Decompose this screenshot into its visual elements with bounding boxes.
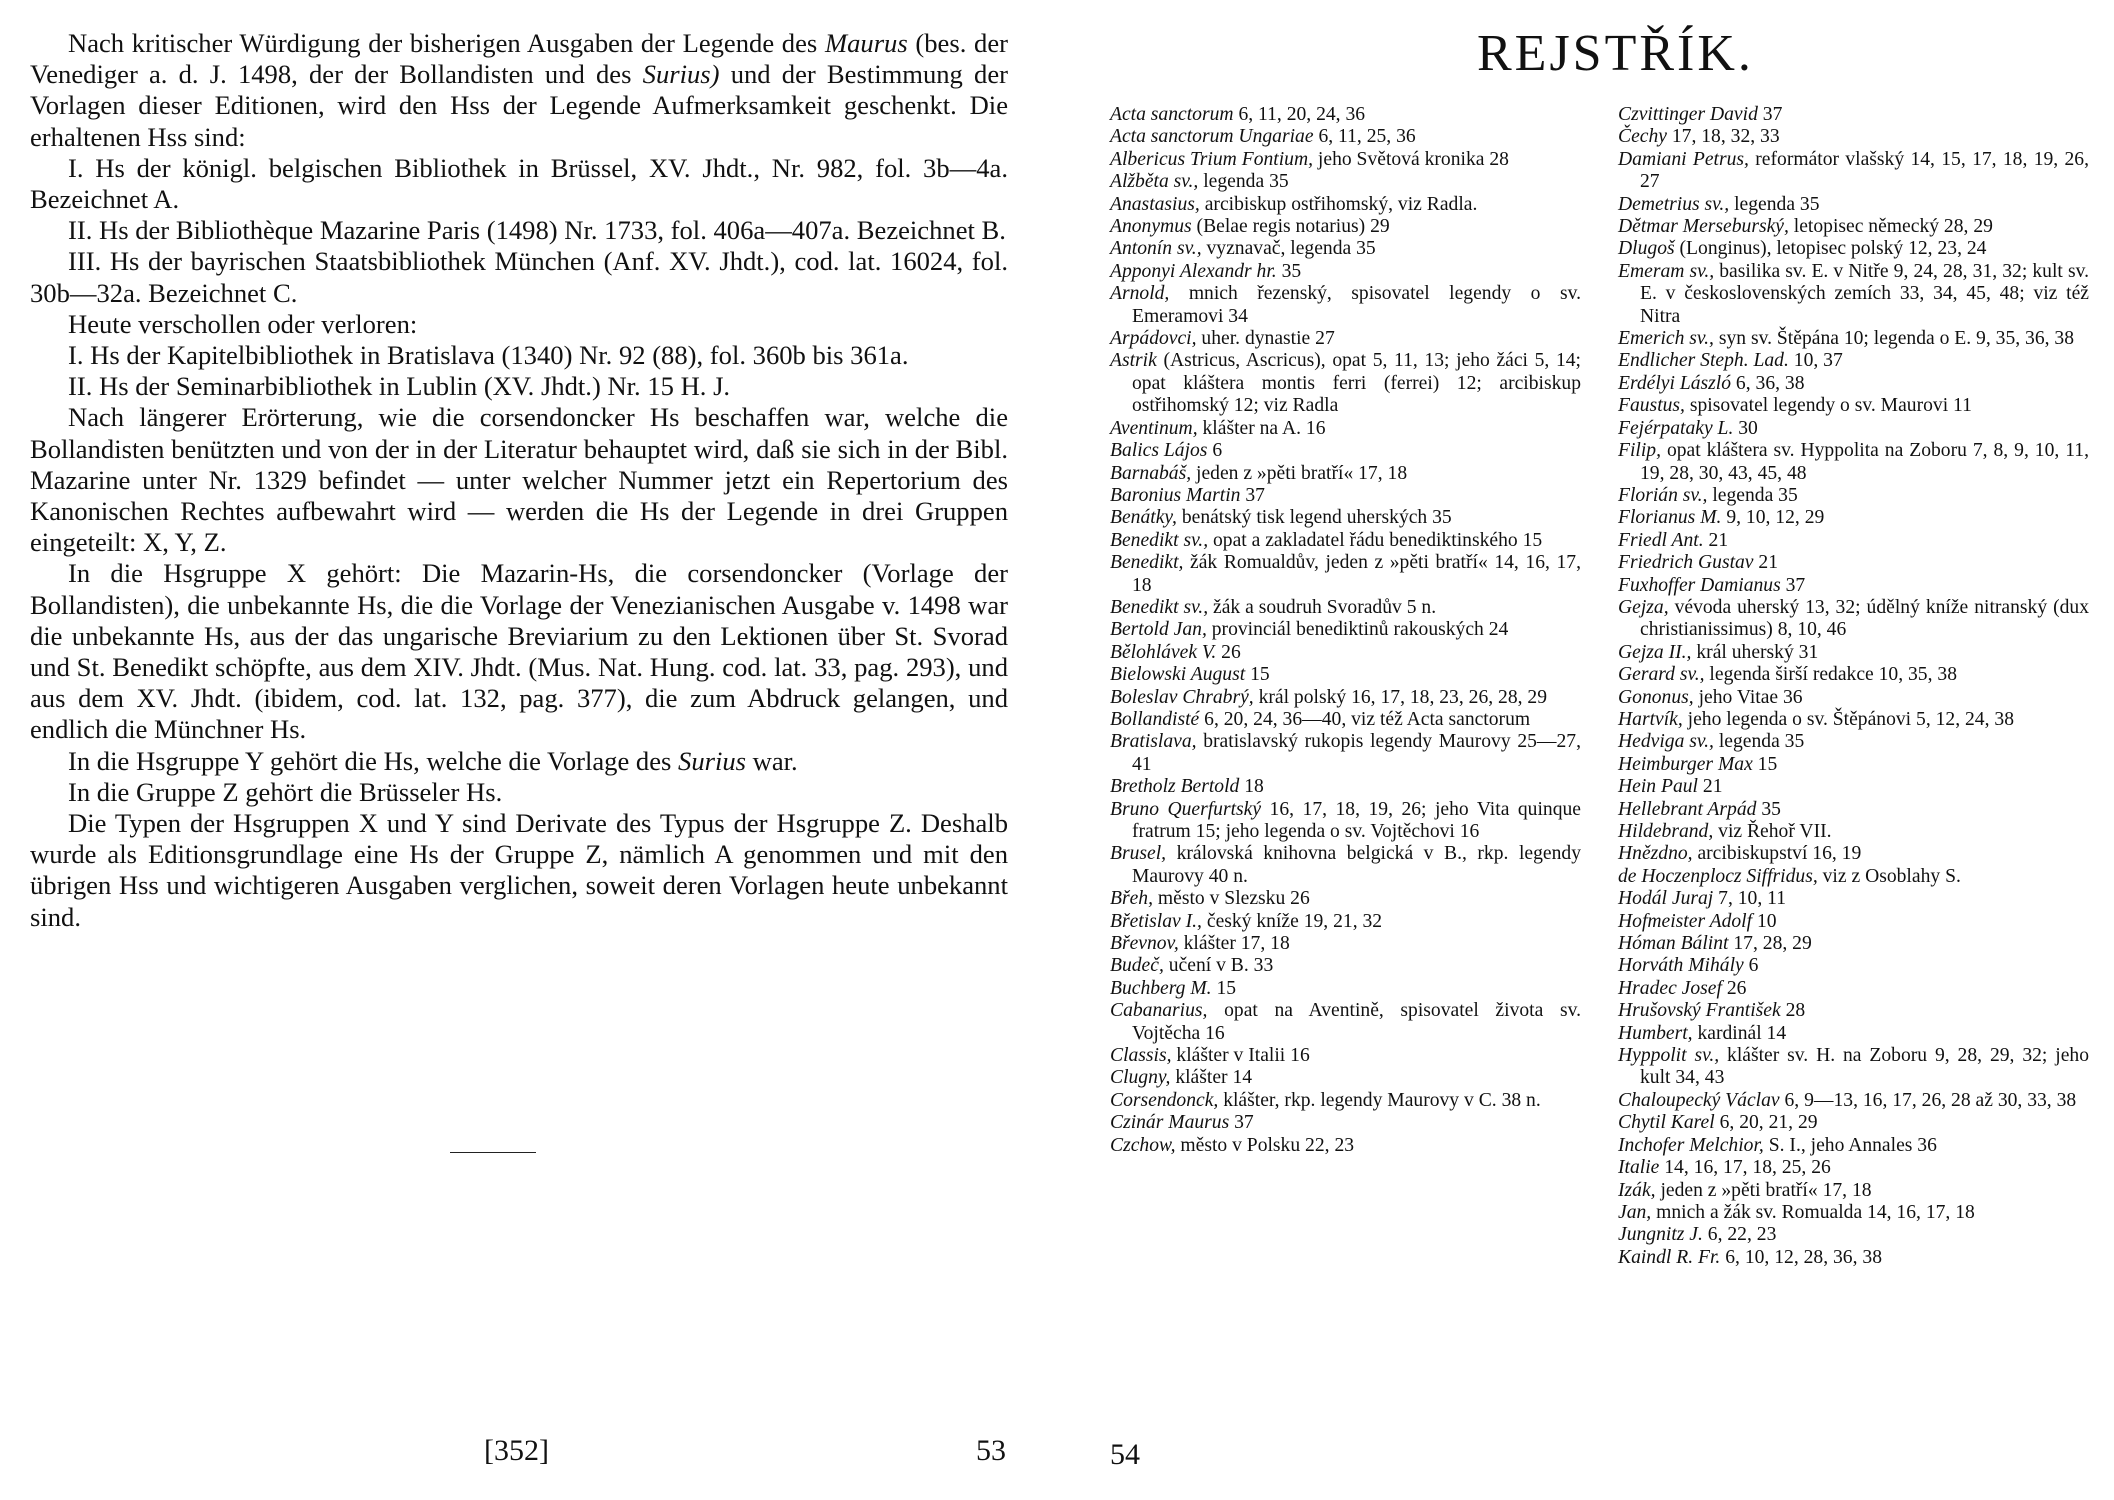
index-references: 14, 16, 17, 18, 25, 26 (1659, 1157, 1831, 1179)
index-references: mnich a žák sv. Romualda 14, 16, 17, 18 (1651, 1201, 1975, 1223)
index-references: spisovatel legendy o sv. Maurovi 11 (1684, 395, 1972, 417)
index-entry (1618, 440, 2089, 485)
index-references: letopisec německý 28, 29 (1788, 216, 1993, 238)
index-headword: Clugny, (1110, 1067, 1171, 1089)
index-entry (1618, 1202, 2089, 1224)
index-headword: Astrik (1110, 350, 1157, 372)
index-entry (1618, 395, 2089, 417)
index-headword: Budeč, (1110, 955, 1164, 977)
german-text-body (30, 28, 1008, 933)
paragraph (30, 215, 1008, 246)
index-entry (1110, 687, 1581, 709)
index-entry (1618, 911, 2089, 933)
index-headword: Hyppolit sv., (1618, 1045, 1720, 1067)
index-headword: Hnězdno, (1618, 843, 1693, 865)
index-headword: Alžběta sv., (1110, 171, 1199, 193)
index-headword: Břetislav I., (1110, 910, 1202, 932)
index-entry (1618, 642, 2089, 664)
text-run: Heute verschollen oder verloren: (68, 308, 418, 339)
folio-number: [352] (484, 1434, 549, 1467)
index-references: 10, 37 (1788, 350, 1843, 372)
index-references: 6, 20, 24, 36—40, viz též Acta sanctorum (1199, 708, 1531, 730)
index-entry (1110, 261, 1581, 283)
index-headword: Friedl Ant. (1618, 529, 1704, 551)
index-headword: Hóman Bálint (1618, 933, 1729, 955)
index-entry (1618, 238, 2089, 260)
index-references: opat kláštera sv. Hyppolita na Zoboru 7, 8, 9, 10, 11, 19, 28, 30, 43, 45, 48 (1640, 440, 2089, 484)
index-headword: Friedrich Gustav (1618, 552, 1754, 574)
index-entry (1110, 171, 1581, 193)
index-entry (1110, 799, 1581, 844)
italic-run: Surius) (642, 59, 720, 90)
text-run: In die Hsgruppe Y gehört die Hs, welche die Vorlage des (68, 745, 679, 776)
index-entry (1618, 194, 2089, 216)
index-headword: Hellebrant Arpád (1618, 798, 1757, 820)
index-headword: Dětmar Merseburský, (1618, 216, 1789, 238)
index-headword: Emeram sv., (1618, 260, 1715, 282)
index-title: REJSTŘÍK. (1477, 25, 1754, 82)
text-run: I. Hs der königl. belgischen Bibliothek in Brüssel, XV. Jhdt., Nr. 982, fol. 3b—4a. Bezeichnet A. (30, 152, 1008, 215)
index-headword: Erdélyi László (1618, 372, 1732, 394)
index-entry (1618, 1157, 2089, 1179)
index-entry (1110, 507, 1581, 529)
index-references: 16, 17, 18, 19, 26; jeho Vita quinque fratrum 15; jeho legenda o sv. Vojtěchovi 16 (1132, 798, 1582, 842)
index-references: benátský tisk legend uherských 35 (1176, 507, 1452, 529)
index-headword: Benedikt sv., (1110, 529, 1209, 551)
index-headword: Gejza, (1618, 596, 1669, 618)
index-headword: Albericus Trium Fontium, (1110, 148, 1314, 170)
index-headword: Arnold, (1110, 283, 1170, 305)
index-entry (1618, 799, 2089, 821)
index-references: jeden z »pěti bratří« 17, 18 (1655, 1179, 1872, 1201)
index-references: klášter, rkp. legendy Maurovy v C. 38 n. (1218, 1089, 1541, 1111)
index-headword: Humbert, (1618, 1022, 1693, 1044)
index-references: arcibiskup ostřihomský, viz Radla. (1199, 193, 1478, 215)
index-headword: Chytil Karel (1618, 1112, 1715, 1134)
index-headword: Baronius Martin (1110, 484, 1241, 506)
index-entry (1110, 238, 1581, 260)
index-headword: Damiani Petrus, (1618, 148, 1749, 170)
text-run: II. Hs der Bibliothèque Mazarine Paris (1498) Nr. 1733, fol. 406a—407a. Bezeichnet B. (68, 215, 1006, 246)
index-column-left (1110, 104, 1581, 1157)
italic-run: Surius (678, 745, 747, 776)
index-references: klášter 17, 18 (1178, 933, 1290, 955)
index-references: 37 (1757, 104, 1783, 125)
index-headword: Čechy (1618, 126, 1667, 148)
index-entry (1618, 843, 2089, 865)
index-references: 6, 36, 38 (1731, 372, 1805, 394)
index-entry (1110, 1045, 1581, 1067)
index-entry (1618, 575, 2089, 597)
index-references: žák a soudruh Svoradův 5 n. (1208, 596, 1437, 618)
index-headword: Bretholz Bertold (1110, 776, 1240, 798)
index-entry (1618, 1112, 2089, 1134)
index-headword: Apponyi Alexandr hr. (1110, 260, 1277, 282)
index-headword: Faustus, (1618, 395, 1685, 417)
index-references: 6, 11, 20, 24, 36 (1233, 104, 1366, 125)
text-run: II. Hs der Seminarbibliothek in Lublin (XV. Jhdt.) Nr. 15 H. J. (68, 371, 731, 402)
index-references: 18 (1239, 776, 1264, 798)
index-headword: Brusel, (1110, 843, 1167, 865)
index-references: 9, 10, 12, 29 (1721, 507, 1825, 529)
index-column-right (1618, 104, 2089, 1269)
index-references: reformátor vlašský 14, 15, 17, 18, 19, 26, 27 (1640, 148, 2089, 193)
index-entry (1618, 485, 2089, 507)
index-references: S. I., jeho Annales 36 (1763, 1134, 1937, 1156)
index-entry (1618, 597, 2089, 642)
index-entry (1618, 350, 2089, 372)
text-run: und der Bestimmung der Vorlagen dieser Editionen, wird den Hss der Legende Aufmerksamkeit geschenkt. Die erhaltenen Hss sind: (30, 59, 1009, 152)
index-references: jeho Vitae 36 (1693, 686, 1803, 708)
index-headword: Endlicher Steph. Lad. (1618, 350, 1789, 372)
index-headword: Hein Paul (1618, 776, 1698, 798)
index-references: jeho legenda o sv. Štěpánovi 5, 12, 24, 38 (1682, 708, 2014, 730)
index-entry (1618, 216, 2089, 238)
index-references: legenda 35 (1198, 171, 1289, 193)
index-headword: Classis, (1110, 1045, 1172, 1067)
index-headword: Dlugoš (1618, 238, 1675, 260)
paragraph (30, 309, 1008, 340)
index-entry (1618, 978, 2089, 1000)
index-headword: Izák, (1618, 1179, 1656, 1201)
italic-run: Maurus (824, 28, 908, 58)
index-entry (1618, 664, 2089, 686)
index-headword: Inchofer Melchior, (1618, 1134, 1764, 1156)
index-references: 6, 9—13, 16, 17, 26, 28 až 30, 33, 38 (1779, 1089, 2077, 1111)
paragraph (30, 746, 1008, 777)
index-entry (1618, 373, 2089, 395)
page-number-right: 54 (1110, 1438, 1140, 1471)
index-headword: Florián sv., (1618, 484, 1708, 506)
index-entry (1618, 933, 2089, 955)
paragraph (30, 402, 1008, 558)
index-references: klášter sv. H. na Zoboru 9, 28, 29, 32; jeho kult 34, 43 (1640, 1045, 2089, 1089)
index-headword: Gononus, (1618, 686, 1694, 708)
index-headword: Horváth Mihály (1618, 955, 1744, 977)
index-entry (1110, 597, 1581, 619)
index-references: legenda 35 (1707, 484, 1798, 506)
index-headword: Balics Lájos (1110, 440, 1208, 462)
index-headword: Anastasius, (1110, 193, 1200, 215)
paragraph (30, 153, 1008, 215)
index-headword: Demetrius sv., (1618, 193, 1730, 215)
index-entry (1110, 642, 1581, 664)
index-headword: Aventinum, (1110, 417, 1198, 439)
index-entry (1618, 328, 2089, 350)
text-run: III. Hs der bayrischen Staatsbibliothek München (Anf. XV. Jhdt.), cod. lat. 16024, fol. 30b—32a. Bezeichnet C. (30, 246, 1008, 308)
index-references: (Longinus), letopisec polský 12, 23, 24 (1674, 238, 1987, 260)
index-entry (1110, 126, 1581, 148)
index-entry (1110, 350, 1581, 417)
index-headword: Emerich sv., (1618, 328, 1714, 350)
index-headword: Břevnov, (1110, 933, 1179, 955)
index-entry (1110, 328, 1581, 350)
index-entry (1618, 1180, 2089, 1202)
index-references: 6, 20, 21, 29 (1714, 1112, 1818, 1134)
index-headword: Hofmeister Adolf (1618, 910, 1753, 932)
index-references: král uherský 31 (1691, 641, 1819, 663)
index-entry (1618, 126, 2089, 148)
index-references: král polský 16, 17, 18, 23, 26, 28, 29 (1253, 686, 1548, 708)
index-headword: Jan, (1618, 1201, 1652, 1223)
index-entry (1618, 552, 2089, 574)
index-entry (1618, 149, 2089, 194)
index-entry (1110, 933, 1581, 955)
index-references: 6, 11, 25, 36 (1313, 126, 1416, 148)
index-entry (1110, 283, 1581, 328)
index-entry (1110, 888, 1581, 910)
index-references: 10 (1752, 910, 1777, 932)
index-entry (1618, 1090, 2089, 1112)
index-entry (1110, 463, 1581, 485)
index-entry (1618, 1000, 2089, 1022)
index-entry (1618, 731, 2089, 753)
index-references: mnich řezenský, spisovatel legendy o sv. Emeramovi 34 (1132, 283, 1581, 327)
index-entry (1618, 776, 2089, 798)
index-headword: Cabanarius, (1110, 1000, 1208, 1022)
index-references: královská knihovna belgická v B., rkp. legendy Maurovy 40 n. (1132, 843, 1581, 887)
index-references: 6 (1743, 955, 1759, 977)
index-entry (1110, 1067, 1581, 1089)
index-headword: Hrušovský František (1618, 1000, 1781, 1022)
paragraph (30, 28, 1008, 153)
index-references: vyznavač, legenda 35 (1201, 238, 1376, 260)
text-run: Die Typen der Hsgruppen X und Y sind Derivate des Typus der Hsgruppe Z. Deshalb wurde als Editionsgrundlage eine Hs der Gruppe Z, nämlich A genommen und mit den übrigen Hss und wichtigeren Ausgaben verglichen, soweit deren Vorlagen heute unbekannt sind. (30, 808, 1008, 932)
index-references: 6 (1207, 440, 1223, 462)
index-entry (1618, 709, 2089, 731)
page-number-left: 53 (976, 1434, 1006, 1467)
index-entry (1110, 485, 1581, 507)
index-entry (1110, 843, 1581, 888)
index-headword: Bratislava, (1110, 731, 1197, 753)
index-entry (1110, 1000, 1581, 1045)
text-run: In die Hsgruppe X gehört: Die Mazarin-Hs, die corsendoncker (Vorlage der Bollandisten), die unbekannte Hs, die die Vorlage der Venezianischen Ausgabe v. 1498 war die unbekannte Hs, aus der das ungarische Breviarium zu den Lektionen über St. Svorad und St. Benedikt schöpfte, aus dem XIV. Jhdt. (Mus. Nat. Hung. cod. lat. 33, pag. 293), und aus dem XV. Jhdt. (ibidem, cod. lat. 132, pag. 377), die zum Abdruck gelangen, und endlich die Münchner Hs. (30, 558, 1008, 745)
index-headword: Acta sanctorum (1110, 104, 1234, 125)
index-headword: Czchow, (1110, 1134, 1176, 1156)
section-separator (450, 1152, 536, 1153)
index-references: 28 (1780, 1000, 1806, 1022)
index-references: klášter 14 (1170, 1067, 1253, 1089)
index-references: (Astricus, Ascricus), opat 5, 11, 13; jeho žáci 5, 14; opat kláštera montis ferri (ferrei) 12; arcibiskup ostřihomský 12; viz Radla (1132, 350, 1581, 417)
text-run: I. Hs der Kapitelbibliothek in Bratislava (1340) Nr. 92 (88), fol. 360b bis 361a. (68, 340, 909, 371)
paragraph (30, 340, 1008, 371)
index-references: 15 (1752, 753, 1778, 775)
index-references: 37 (1229, 1112, 1254, 1134)
index-headword: Hodál Juraj (1618, 888, 1714, 910)
index-references: 26 (1721, 977, 1747, 999)
index-headword: Antonín sv., (1110, 238, 1202, 260)
index-references: (Belae regis notarius) 29 (1191, 216, 1390, 238)
paragraph (30, 246, 1008, 308)
index-entry (1618, 1135, 2089, 1157)
index-headword: Benedikt sv., (1110, 596, 1209, 618)
index-references: kardinál 14 (1692, 1022, 1787, 1044)
index-entry (1110, 104, 1581, 126)
index-entry (1110, 619, 1581, 641)
index-references: žák Romualdův, jeden z »pěti bratří« 14, 16, 17, 18 (1132, 552, 1581, 596)
index-entry (1110, 978, 1581, 1000)
index-headword: Bollandisté (1110, 708, 1200, 730)
index-entry (1618, 1247, 2089, 1269)
index-references: basilika sv. E. v Nitře 9, 24, 28, 31, 32; kult sv. E. v československých zemích 33, 34, 45, 48; viz též Nitra (1640, 260, 2089, 327)
index-entry (1110, 418, 1581, 440)
index-references: 21 (1753, 552, 1779, 574)
index-headword: Barnabáš, (1110, 462, 1192, 484)
index-references: 26 (1216, 641, 1241, 663)
index-references: opat na Aventině, spisovatel života sv. Vojtěcha 16 (1132, 1000, 1581, 1044)
index-headword: Gerard sv., (1618, 664, 1705, 686)
index-references: 17, 18, 32, 33 (1666, 126, 1780, 148)
index-headword: Czvittinger David (1618, 104, 1758, 125)
index-references: uher. dynastie 27 (1196, 328, 1335, 350)
index-references: jeden z »pěti bratří« 17, 18 (1191, 462, 1408, 484)
index-headword: Hildebrand, (1618, 821, 1714, 842)
paragraph (30, 558, 1008, 745)
index-references: 15 (1211, 977, 1237, 999)
index-references: provinciál benediktinů rakouských 24 (1206, 619, 1509, 641)
index-entry (1110, 911, 1581, 933)
index-entry (1618, 1045, 2089, 1090)
index-headword: Hradec Josef (1618, 977, 1722, 999)
text-run: war. (746, 745, 798, 776)
index-entry (1110, 552, 1581, 597)
index-references: viz Řehoř VII. (1713, 821, 1832, 842)
index-references: legenda 35 (1713, 731, 1805, 753)
index-entry (1618, 754, 2089, 776)
index-entry (1110, 1135, 1581, 1157)
index-entry (1618, 866, 2089, 888)
index-references: 17, 28, 29 (1728, 933, 1812, 955)
index-references: 35 (1756, 798, 1781, 820)
index-entry (1110, 1090, 1581, 1112)
right-page (1057, 0, 2114, 1500)
index-references: bratislavský rukopis legendy Maurovy 25—27, 41 (1132, 731, 1581, 775)
index-references: učení v B. 33 (1163, 955, 1274, 977)
index-references: vévoda uherský 13, 32; údělný kníže nitranský (dux christianissimus) 8, 10, 46 (1640, 596, 2089, 641)
index-entry (1110, 216, 1581, 238)
index-entry (1618, 418, 2089, 440)
paragraph (30, 777, 1008, 808)
index-references: jeho Světová kronika 28 (1313, 148, 1509, 170)
index-entry (1618, 1224, 2089, 1246)
index-headword: Bielowski August (1110, 664, 1246, 686)
index-headword: Florianus M. (1618, 507, 1722, 529)
index-references: syn sv. Štěpána 10; legenda o E. 9, 35, 36, 38 (1713, 328, 2075, 350)
index-entry (1110, 530, 1581, 552)
index-headword: Fuxhoffer Damianus (1618, 574, 1781, 596)
index-entry (1110, 709, 1581, 731)
index-references: opat a zakladatel řádu benediktinského 15 (1208, 529, 1543, 551)
index-headword: Acta sanctorum Ungariae (1110, 126, 1314, 148)
index-entry (1618, 261, 2089, 328)
index-references: 30 (1733, 417, 1758, 439)
index-references: 6, 22, 23 (1702, 1224, 1777, 1246)
index-entry (1110, 1112, 1581, 1134)
index-references: český kníže 19, 21, 32 (1201, 910, 1383, 932)
index-references: 35 (1276, 260, 1302, 282)
text-run: Nach längerer Erörterung, wie die corsendoncker Hs beschaffen war, welche die Bollandisten benützten und von der in der Literatur behauptet wird, daß sie sich in der Bibl. Mazarine unter Nr. 1329 befindet — unter welcher Nummer jetzt ein Repertorium des Kanonischen Rechtes aufbewahrt wird — werden die Hs der Legende in drei Gruppen eingeteilt: X, Y, Z. (30, 402, 1008, 558)
text-run: (bes. der Venediger a. d. J. 1498, der der Bollandisten und des (30, 28, 1008, 90)
index-entry (1110, 149, 1581, 171)
index-references: 37 (1240, 484, 1265, 506)
index-headword: Boleslav Chrabrý, (1110, 686, 1254, 708)
index-headword: Czinár Maurus (1110, 1112, 1230, 1134)
index-references: 21 (1698, 776, 1723, 798)
index-headword: de Hoczenplocz Siffridus, (1618, 865, 1818, 887)
index-headword: Arpádovci, (1110, 328, 1197, 350)
paragraph (30, 371, 1008, 402)
index-entry (1110, 776, 1581, 798)
index-references: 21 (1703, 529, 1729, 551)
index-headword: Italie (1618, 1157, 1660, 1179)
index-entry (1110, 731, 1581, 776)
index-entry (1618, 955, 2089, 977)
index-entry (1618, 687, 2089, 709)
index-headword: Kaindl R. Fr. (1618, 1246, 1721, 1268)
index-references: arcibiskupství 16, 19 (1692, 843, 1862, 865)
index-references: 6, 10, 12, 28, 36, 38 (1720, 1246, 1882, 1268)
index-entry (1618, 888, 2089, 910)
index-headword: Hedviga sv., (1618, 731, 1714, 753)
index-references: 15 (1245, 664, 1270, 686)
index-entry (1618, 104, 2089, 126)
index-headword: Heimburger Max (1618, 753, 1753, 775)
index-entry (1618, 821, 2089, 843)
index-entry (1618, 1023, 2089, 1045)
index-references: viz z Osoblahy S. (1817, 865, 1961, 887)
index-headword: Jungnitz J. (1618, 1224, 1703, 1246)
index-references: klášter na A. 16 (1197, 417, 1326, 439)
text-run: Nach kritischer Würdigung der bisherigen Ausgaben der Legende des (68, 28, 825, 58)
text-run: In die Gruppe Z gehört die Brüsseler Hs. (68, 776, 503, 807)
index-headword: Benedikt, (1110, 552, 1184, 574)
index-entry (1110, 194, 1581, 216)
index-headword: Buchberg M. (1110, 977, 1212, 999)
index-headword: Corsendonck, (1110, 1089, 1219, 1111)
index-headword: Hartvík, (1618, 708, 1683, 730)
index-entry (1110, 440, 1581, 462)
index-headword: Fejérpataky L. (1618, 417, 1734, 439)
index-references: 37 (1780, 574, 1806, 596)
index-references: legenda 35 (1729, 193, 1820, 215)
index-headword: Břeh, (1110, 888, 1153, 910)
index-entry (1618, 507, 2089, 529)
index-headword: Gejza II., (1618, 641, 1692, 663)
paragraph (30, 808, 1008, 933)
index-references: město v Polsku 22, 23 (1175, 1134, 1355, 1156)
index-headword: Benátky, (1110, 507, 1177, 529)
index-entry (1618, 530, 2089, 552)
index-references: 7, 10, 11 (1713, 888, 1786, 910)
index-entry (1110, 664, 1581, 686)
index-headword: Bruno Querfurtský (1110, 798, 1262, 820)
index-headword: Chaloupecký Václav (1618, 1089, 1780, 1111)
index-headword: Filip, (1618, 440, 1661, 462)
index-headword: Anonymus (1110, 216, 1192, 238)
index-entry (1110, 955, 1581, 977)
index-references: legenda širší redakce 10, 35, 38 (1704, 664, 1957, 686)
index-references: město v Slezsku 26 (1153, 888, 1310, 910)
index-headword: Bělohlávek V. (1110, 641, 1217, 663)
index-references: klášter v Italii 16 (1171, 1045, 1310, 1067)
index-headword: Bertold Jan, (1110, 619, 1207, 641)
